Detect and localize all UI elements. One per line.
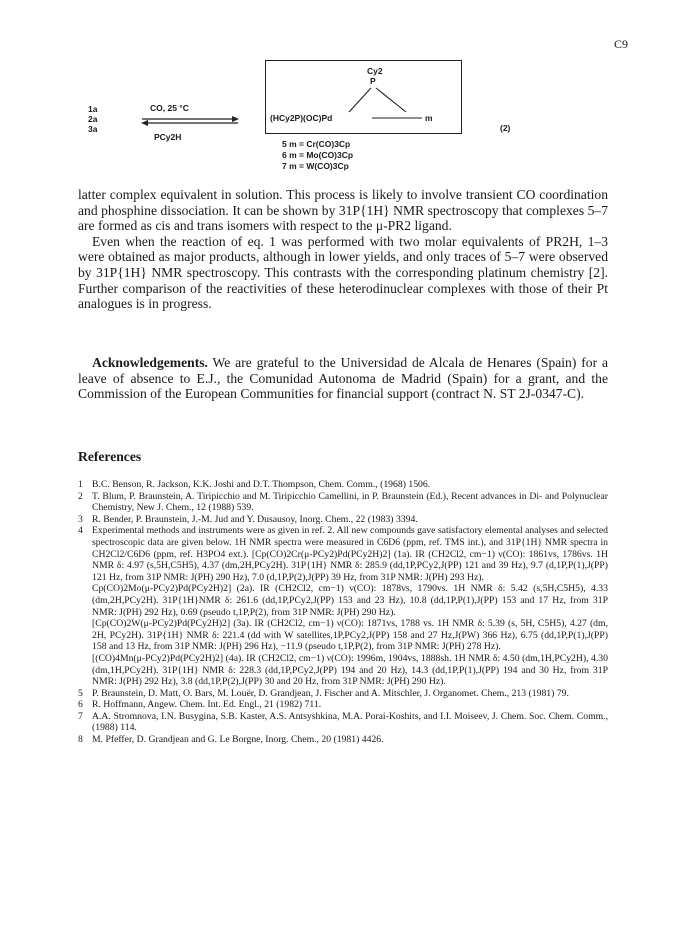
- paragraph: Even when the reaction of eq. 1 was performed with two molar equivalents of PR2H, 1–3 were obtained as major products, although in lower yields, and only traces of 5–7 were observed by 31P{1H} NMR spectroscopy. This contrasts with the corresponding platinum chemistry [2]. Further comparison of the reactivities of these heterodinuclear complexes with those of their Pt analogues is in progress.: [78, 233, 608, 312]
- reference-item: 4 Experimental methods and instruments were as given in ref. 2. All new compounds gave satisfactory elemental analyses and selected spectroscopic data are given below. 1H NMR spectra were measured in C6D6 (ppm, ref. TMS int.), and 31P{1H} NMR spectra in CH2Cl2/C6D6 (ppm, ref. H3PO4 ext.). [Cp(CO)2Cr(μ-PCy2)Pd(PCy2H)2] (1a). IR (CH2Cl2, cm−1) ν(CO): 1861vs, 1786vs. 1H NMR δ: 4.97 (s,5H,C5H5), 4.37 (dm,2H,PCy2H). 31P{1H} NMR δ: 285.9 (dd,1P,PCy2,J(PP) 121 and 39 Hz), 9.7 (d,1P,P(1),J(PP) 121 Hz, from 31P NMR: J(PH) 290 Hz), 7.0 (d,1P,P(2),J(PP) 39 Hz, from 31P NMR: J(PH) 293 Hz). Cp(CO)2Mo(μ-PCy2)Pd(PCy2H)2] (2a). IR (CH2Cl2, cm−1) ν(CO): 1878vs, 1790vs. 1H NMR δ: 5.42 (s,5H,C5H5), 4.33 (dm,2H,PCy2H). 31P{1H}NMR δ: 261.6 (dd,1P,PCy2,J(PP) 153 and 23 Hz), 10.8 (dd,1P,P(1),J(PP) 153 and 17 Hz, from 31P NMR: J(PH) 292 Hz), 0.69 (pseudo t,1P,P(2), from 31P NMR: J(PH) 290 Hz). [Cp(CO)2W(μ-PCy2)Pd(PCy2H)2] (3a). IR (CH2Cl2, cm−1) ν(CO): 1871vs, 1788 vs. 1H NMR δ: 5.39 (s, 5H, C5H5), 4.27 (dm, 2H, PCy2H). 31P{1H} NMR δ: 221.4 (dd with W satellites,1P,PCy2,J(PP) 158 and 27 Hz,J(PW) 366 Hz), 6.75 (dd,1P,P(1),J(PP) 158 and 13 Hz, from 31P NMR: J(PH) 296 Hz), −11.9 (pseudo t,1P,P(2), from 31P NMR: J(PH) 278 Hz). [(CO)4Mn(μ-PCy2)Pd(PCy2H)2] (4a). IR (CH2Cl2, cm−1) ν(CO): 1996m, 1904vs, 1888sh. 1H NMR δ: 4.50 (dm,1H,PCy2H), 4.30 (dm,1H,PCy2H). 31P{1H} NMR δ: 228.3 (dd,1P,PCy2,J(PP) 194 and 20 Hz), 14.3 (dd,1P,P(1),J(PP) 194 and 30 Hz, from 31P NMR: J(PH) 292 Hz), 3.8 (dd,1P,P(2),J(PP) 30 and 20 Hz, from 31P NMR: J(PH) 290 Hz).: [78, 525, 608, 688]
- acknowledgements-label: Acknowledgements.: [92, 355, 208, 370]
- phosphorus-label: P: [370, 76, 376, 86]
- compound-label: 3a: [88, 124, 98, 134]
- reference-item: 2 T. Blum, P. Braunstein, A. Tiripicchio and M. Tiripicchio Camellini, in P. Braunstein (Ed.), Recent advances in Di- and Polynuclear Chemistry, New J. Chem., 12 (1988) 539.: [78, 490, 608, 514]
- reference-part: [Cp(CO)2W(μ-PCy2)Pd(PCy2H)2] (3a). IR (CH2Cl2, cm−1) ν(CO): 1871vs, 1788 vs. 1H NMR δ: 5.39 (s, 5H, C5H5), 4.27 (dm, 2H, PCy2H). 31P{1H} NMR δ: 221.4 (dd with W satellites,1P,PCy2,J(PP) 158 and 27 Hz,J(PW) 366 Hz), 6.75 (dd,1P,P(1),J(PP) 158 and 13 Hz, from 31P NMR: J(PH) 296 Hz), −11.9 (pseudo t,1P,P(2), from 31P NMR: J(PH) 278 Hz).: [92, 618, 608, 653]
- reaction-condition-top: CO, 25 °C: [150, 103, 189, 113]
- palladium-fragment-label: (HCy2P)(OC)Pd: [270, 113, 333, 123]
- product-line: 6 m = Mo(CO)3Cp: [282, 150, 354, 160]
- acknowledgements: [78, 355, 608, 402]
- reaction-scheme: [0, 60, 680, 200]
- cy2-label: Cy2: [367, 66, 383, 76]
- references-heading: References: [78, 449, 142, 464]
- product-line: 5 m = Cr(CO)3Cp: [282, 139, 351, 149]
- product-list: [282, 139, 353, 172]
- product-line: 7 m = W(CO)3Cp: [282, 161, 349, 171]
- metal-fragment-label: m: [425, 113, 433, 123]
- body-text: [78, 187, 608, 312]
- compound-label: 1a: [88, 104, 98, 114]
- reference-item: 8 M. Pfeffer, D. Grandjean and G. Le Borgne, Inorg. Chem., 20 (1981) 4426.: [78, 734, 384, 746]
- reaction-condition-bottom: PCy2H: [154, 132, 182, 142]
- reaction-arrow: [140, 114, 240, 128]
- reference-item: 5 P. Braunstein, D. Matt, O. Bars, M. Louër, D. Grandjean, J. Fischer and A. Mitschler, J. Organomet. Chem., 213 (1981) 79.: [78, 687, 569, 699]
- acknowledgements-text: We are grateful to the Universidad de Alcala de Henares (Spain) for a leave of absence to E.J., the Comunidad Autonoma de Madrid (Spain) for a grant, and the Commission of the European Communities for financial support (contract N. ST 2J-0347-C).: [78, 355, 608, 402]
- reference-part: [(CO)4Mn(μ-PCy2)Pd(PCy2H)2] (4a). IR (CH2Cl2, cm−1) ν(CO): 1996m, 1904vs, 1888sh. 1H NMR δ: 4.50 (dm,1H,PCy2H), 4.30 (dm,1H,PCy2H). 31P{1H} NMR δ: 228.3 (dd,1P,PCy2,J(PP) 194 and 20 Hz), 14.3 (dd,1P,P(1),J(PP) 194 and 30 Hz, from 31P NMR: J(PH) 292 Hz), 3.8 (dd,1P,P(2),J(PP) 30 and 20 Hz, from 31P NMR: J(PH) 290 Hz).: [92, 652, 608, 688]
- product-structure-box: [265, 60, 462, 134]
- reference-part: Cp(CO)2Mo(μ-PCy2)Pd(PCy2H)2] (2a). IR (CH2Cl2, cm−1) ν(CO): 1878vs, 1790vs. 1H NMR δ: 5.42 (s,5H,C5H5), 4.33 (dm,2H,PCy2H). 31P{1H}NMR δ: 261.6 (dd,1P,PCy2,J(PP) 153 and 23 Hz), 10.8 (dd,1P,P(1),J(PP) 153 and 17 Hz, from 31P NMR: J(PH) 292 Hz), 0.69 (pseudo t,1P,P(2), from 31P NMR: J(PH) 290 Hz).: [92, 583, 608, 618]
- equation-number: (2): [500, 123, 511, 133]
- references-list: [78, 479, 608, 746]
- reference-part: Experimental methods and instruments were as given in ref. 2. All new compounds gave satisfactory elemental analyses and selected spectroscopic data are given below. 1H NMR spectra were measured in C6D6 (ppm, ref. TMS int.), and 31P{1H} NMR spectra in CH2Cl2/C6D6 (ppm, ref. H3PO4 ext.). [Cp(CO)2Cr(μ-PCy2)Pd(PCy2H)2] (1a). IR (CH2Cl2, cm−1) ν(CO): 1861vs, 1786vs. 1H NMR δ: 4.97 (s,5H,C5H5), 4.37 (dm,2H,PCy2H). 31P{1H} NMR δ: 285.9 (dd,1P,PCy2,J(PP) 121 and 39 Hz), 9.7 (d,1P,P(1),J(PP) 121 Hz, from 31P NMR: J(PH) 290 Hz), 7.0 (d,1P,P(2),J(PP) 39 Hz, from 31P NMR: J(PH) 293 Hz).: [92, 525, 608, 583]
- compound-label: 2a: [88, 114, 98, 124]
- reference-item: 6 R. Hoffmann, Angew. Chem. Int. Ed. Engl., 21 (1982) 711.: [78, 699, 322, 711]
- page-number: C9: [613, 37, 628, 51]
- paragraph: latter complex equivalent in solution. This process is likely to involve transient CO coordination and phosphine dissociation. It can be shown by 31P{1H} NMR spectroscopy that complexes 5–7 are formed as cis and trans isomers with respect to the μ-PR2 ligand.: [78, 187, 608, 234]
- reference-item: 1 B.C. Benson, R. Jackson, K.K. Joshi and D.T. Thompson, Chem. Comm., (1968) 1506.: [78, 479, 431, 490]
- starting-compound-labels: [88, 104, 97, 134]
- reference-item: 7 A.A. Stromnova, I.N. Busygina, S.B. Kaster, A.S. Antsyshkina, M.A. Porai-Koshits, and I.I. Moiseev, J. Chem. Soc. Chem. Comm., (1988) 114.: [78, 710, 608, 734]
- reference-item: 3 R. Bender, P. Braunstein, J.-M. Jud and Y. Dusausoy, Inorg. Chem., 22 (1983) 3394.: [78, 513, 418, 525]
